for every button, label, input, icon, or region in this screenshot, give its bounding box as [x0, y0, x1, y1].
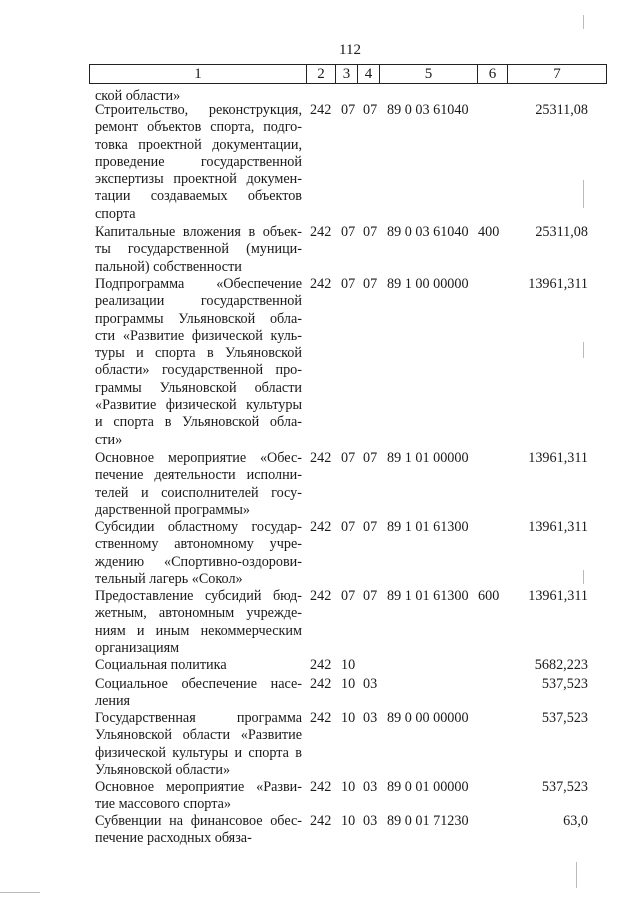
row-code-pr: 07 [363, 276, 378, 292]
row-name-line: тие массового спорта» [95, 796, 231, 813]
row-name [95, 519, 302, 588]
row-name [95, 588, 302, 657]
row-code-rz: 07 [341, 588, 356, 604]
row-name-line: Строительство, реконструкция, [95, 102, 302, 118]
row-name [95, 676, 302, 711]
row-name [95, 710, 302, 779]
row-name-line: Основное мероприятие «Обес- [95, 450, 302, 466]
row-code-rz: 07 [341, 102, 356, 118]
row-name-line: тации создаваемых объектов [95, 188, 302, 205]
row-name [95, 276, 302, 449]
row-name-line: Субвенции на финансовое обес- [95, 813, 302, 829]
row-code-ved: 242 [310, 224, 332, 240]
row-sum: 13961,311 [528, 519, 588, 535]
row-name-line: туры и спорта в Ульяновской [95, 345, 302, 362]
row-name-line: печение расходных обяза- [95, 830, 252, 847]
row-sum: 13961,311 [528, 450, 588, 466]
row-code-vr: 600 [478, 588, 500, 604]
row-name [95, 779, 302, 814]
row-name-line: и спорта в Ульяновской обла- [95, 414, 302, 431]
row-name-line: пальной) собственности [95, 258, 242, 275]
row-sum: 13961,311 [528, 588, 588, 604]
column-header-4: 4 [358, 65, 380, 84]
row-sum: 25311,08 [535, 224, 588, 240]
row-code-ved: 242 [310, 710, 332, 726]
row-code-csr: 89 0 03 61040 [387, 102, 469, 118]
row-name-line: ремонт объектов спорта, подго- [95, 119, 302, 136]
row-name-line: физической культуры и спорта в [95, 744, 302, 761]
scan-mark [583, 342, 584, 358]
row-name-line: организациям [95, 639, 180, 656]
row-code-ved: 242 [310, 813, 332, 829]
row-code-csr: 89 0 03 61040 [387, 224, 469, 240]
column-header-6: 6 [478, 65, 508, 84]
scan-mark [583, 180, 584, 208]
row-name-line: реализации государственной [95, 293, 302, 310]
row-name-line: Субсидии областному государ- [95, 519, 302, 535]
row-code-csr: 89 1 00 00000 [387, 276, 469, 292]
row-code-csr: 89 1 01 00000 [387, 450, 469, 466]
row-code-rz: 10 [341, 779, 356, 795]
row-name-line: ты государственной (муници- [95, 241, 302, 258]
row-code-pr: 03 [363, 779, 378, 795]
row-code-pr: 07 [363, 224, 378, 240]
row-name-line: Ульяновской области «Развитие [95, 727, 302, 744]
row-name-line: спорта [95, 205, 136, 222]
row-name-line: Подпрограмма «Обеспечение [95, 276, 302, 292]
row-code-ved: 242 [310, 779, 332, 795]
row-sum: 537,523 [541, 779, 588, 795]
column-header-7: 7 [508, 65, 607, 84]
scan-mark [583, 15, 584, 29]
row-name-line: жетным, автономным учрежде- [95, 605, 302, 622]
column-header-1: 1 [90, 65, 307, 84]
row-name-line: экспертизы проектной докумен- [95, 171, 302, 188]
row-name-line: Ульяновской области» [95, 761, 231, 778]
row-name-line: печение деятельности исполни- [95, 467, 302, 484]
row-sum: 5682,223 [534, 657, 588, 673]
row-name-line: Основное мероприятие «Разви- [95, 779, 302, 795]
row-code-ved: 242 [310, 519, 332, 535]
row-code-ved: 242 [310, 588, 332, 604]
row-name-line: Социальное обеспечение насе- [95, 676, 302, 692]
row-code-pr: 07 [363, 588, 378, 604]
row-name-line: Капитальные вложения в объек- [95, 224, 302, 240]
row-code-rz: 10 [341, 657, 356, 673]
row-name [95, 813, 302, 848]
row-code-ved: 242 [310, 102, 332, 118]
row-name-line: тельный лагерь «Сокол» [95, 570, 243, 587]
row-name-line: товка проектной документации, [95, 136, 302, 153]
row-name [95, 450, 302, 519]
row-sum: 63,0 [563, 813, 588, 829]
column-header-5: 5 [380, 65, 478, 84]
row-name-line: программы Ульяновской обла- [95, 310, 302, 327]
row-name-line: ственному автономному учре- [95, 536, 302, 553]
row-sum: 537,523 [541, 676, 588, 692]
row-code-pr: 03 [363, 710, 378, 726]
row-name-line: проведение государственной [95, 153, 302, 170]
row-code-csr: 89 1 01 61300 [387, 588, 469, 604]
row-code-pr: 07 [363, 450, 378, 466]
row-code-pr: 07 [363, 519, 378, 535]
row-name-line: дарственной программы» [95, 501, 251, 518]
row-code-ved: 242 [310, 276, 332, 292]
row-code-ved: 242 [310, 657, 332, 673]
row-code-pr: 03 [363, 676, 378, 692]
scan-mark [0, 892, 40, 893]
row-code-rz: 07 [341, 450, 356, 466]
row-code-csr: 89 0 01 00000 [387, 779, 469, 795]
row-code-rz: 10 [341, 710, 356, 726]
row-name-line: Государственная программа [95, 710, 302, 726]
row-sum: 13961,311 [528, 276, 588, 292]
row-name-line: Предоставление субсидий бюд- [95, 588, 302, 604]
row-name-line: области» государственной про- [95, 362, 302, 379]
row-name-line: телей и соисполнителей госу- [95, 484, 302, 501]
row-name-line: ждению «Спортивно-оздорови- [95, 553, 302, 570]
row-sum: 537,523 [541, 710, 588, 726]
row-code-ved: 242 [310, 676, 332, 692]
column-header-2: 2 [307, 65, 336, 84]
row-name [95, 102, 302, 223]
row-code-pr: 07 [363, 102, 378, 118]
row-name-line: «Развитие физической культуры [95, 397, 302, 414]
row-code-pr: 03 [363, 813, 378, 829]
row-code-rz: 07 [341, 276, 356, 292]
page-number: 112 [339, 42, 361, 58]
row-code-rz: 10 [341, 813, 356, 829]
row-name-line: граммы Ульяновской области [95, 379, 302, 396]
row-name-line: ниям и иным некоммерческим [95, 622, 302, 639]
row-code-rz: 07 [341, 519, 356, 535]
row-code-csr: 89 1 01 61300 [387, 519, 469, 535]
row-name [95, 657, 302, 674]
row-name-line: сти» [95, 431, 123, 448]
row-name [95, 224, 302, 276]
column-header-3: 3 [336, 65, 358, 84]
row-name-line: Социальная политика [95, 657, 227, 673]
row-code-vr: 400 [478, 224, 500, 240]
row-name-line: сти «Развитие физической куль- [95, 327, 302, 344]
row-name-line: ления [95, 693, 131, 710]
row-name-line: ской области» [95, 88, 181, 104]
row-code-rz: 10 [341, 676, 356, 692]
row-sum: 25311,08 [535, 102, 588, 118]
row-code-csr: 89 0 01 71230 [387, 813, 469, 829]
row-code-csr: 89 0 00 00000 [387, 710, 469, 726]
row-code-ved: 242 [310, 450, 332, 466]
table-header [89, 64, 607, 84]
row-code-rz: 07 [341, 224, 356, 240]
scan-mark [583, 570, 584, 584]
scan-mark [576, 862, 577, 888]
